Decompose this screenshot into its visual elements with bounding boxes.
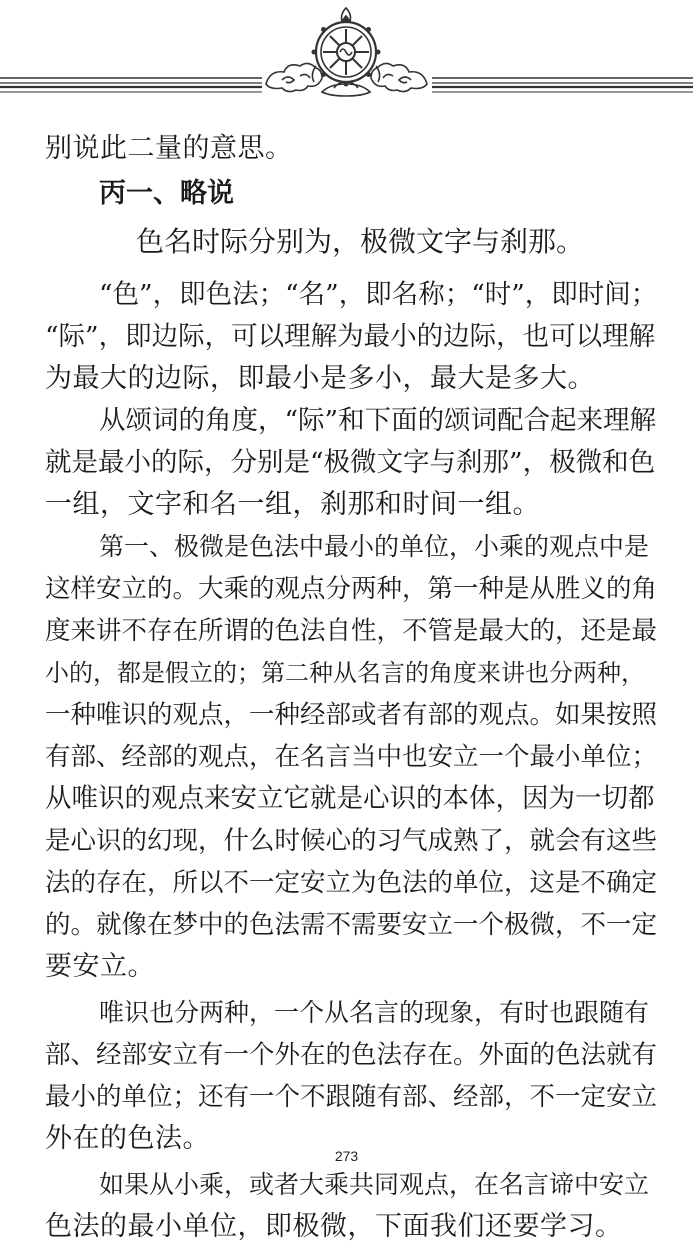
paragraph-4 — [45, 992, 657, 1160]
paragraph-line: “际”，即边际，可以理解为最小的边际，也可以理解 — [45, 321, 656, 352]
paragraph-line: 是心识的幻现，什么时候心的习气成熟了，就会有这些 — [45, 826, 658, 856]
paragraph-line: 从唯识的观点来安立它就是心识的本体，因为一切都 — [45, 783, 655, 814]
paragraph-line: 为最大的边际，即最小是多小，最大是多大。 — [45, 363, 595, 394]
paragraph-line: 的。就像在梦中的色法需不需要安立一个极微，不一定 — [45, 910, 658, 940]
paragraph-line: 唯识也分两种，一个从名言的现象，有时也跟随有 — [99, 998, 650, 1027]
paragraph-1 — [45, 274, 657, 400]
continuation-line: 别说此二量的意思。 — [45, 133, 293, 164]
paragraph-line: 度来讲不存在所谓的色法自性，不管是最大的，还是最 — [45, 616, 658, 646]
paragraph-line: 要安立。 — [45, 951, 155, 982]
paragraph-line: 从颂词的角度，“际”和下面的颂词配合起来理解 — [99, 405, 657, 436]
paragraph-line: 有部、经部的观点，在名言当中也安立一个最小单位； — [45, 742, 658, 772]
paragraph-line: 部、经部安立有一个外在的色法存在。外面的色法就有 — [45, 1040, 658, 1070]
paragraph-line: 这样安立的。大乘的观点分两种，第一种是从胜义的角 — [45, 574, 658, 604]
section-heading: 丙一、略说 — [99, 178, 234, 209]
paragraph-line: 第一、极微是色法中最小的单位，小乘的观点中是 — [99, 532, 650, 561]
paragraph-line: 一组，文字和名一组，刹那和时间一组。 — [45, 489, 540, 520]
paragraph-line: 小的，都是假立的；第二种从名言的角度来讲也分两种， — [45, 659, 645, 687]
paragraph-line: 就是最小的际，分别是“极微文字与刹那”，极微和色 — [45, 447, 656, 478]
paragraph-line: 最小的单位；还有一个不跟随有部、经部，不一定安立 — [45, 1082, 658, 1112]
paragraph-line: 一种唯识的观点，一种经部或者有部的观点。如果按照 — [45, 700, 658, 730]
paragraph-line: 如果从小乘，或者大乘共同观点，在名言谛中安立 — [99, 1170, 650, 1199]
page-body — [45, 128, 657, 1248]
paragraph-line: 色法的最小单位，即极微，下面我们还要学习。 — [45, 1211, 623, 1242]
paragraph-3 — [45, 526, 657, 988]
paragraph-line: “色”，即色法；“名”，即名称；“时”，即时间； — [99, 279, 658, 310]
paragraph-line: 法的存在，所以不一定安立为色法的单位，这是不确定 — [45, 868, 658, 898]
paragraph-line: 外在的色法。 — [45, 1123, 210, 1154]
paragraph-2 — [45, 400, 657, 526]
header-ornament — [0, 0, 693, 110]
paragraph-5 — [45, 1164, 657, 1248]
page-number: 273 — [334, 1148, 359, 1164]
verse-line: 色名时际分别为，极微文字与刹那。 — [135, 225, 584, 258]
